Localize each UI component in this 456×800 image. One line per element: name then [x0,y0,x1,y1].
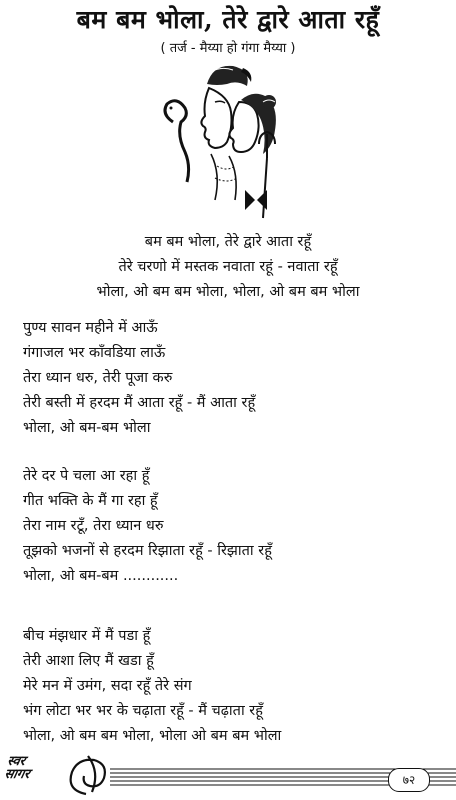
lyric-line: तेरे चरणो में मस्तक नवाता रहूं - नवाता रहूँ [118,259,338,275]
verse-1 [0,316,456,441]
lyric-line: गंगाजल भर काँवडिया लाऊँ [23,345,166,361]
lyric-line: भोला, ओ बम-बम ............ [23,568,179,584]
lyric-line: तेरे दर पे चला आ रहा हूँ [23,468,150,484]
tune-subtitle: ( तर्ज - मैय्या हो गंगा मैय्या ) [160,41,296,56]
treble-clef-icon [71,756,105,794]
lyric-line: भोला, ओ बम बम भोला, भोला ओ बम बम भोला [23,728,282,744]
lyric-line: तेरा नाम रटूँ, तेरा ध्यान धरु [23,518,164,534]
shiva-parvati-illustration [155,62,290,222]
lyric-line: बम बम भोला, तेरे द्वारे आता रहूँ [144,234,312,250]
lyric-line: भोला, ओ बम बम भोला, भोला, ओ बम बम भोला [96,284,360,300]
verse-2 [0,464,456,589]
lyric-line: पुण्य सावन महीने में आऊँ [23,320,158,336]
lyric-line: भोला, ओ बम-बम भोला [23,420,151,436]
cobra-icon [165,101,189,182]
lyric-line: मेरे मन में उमंग, सदा रहूँ तेरे संग [23,678,192,694]
lyric-line: गीत भक्ति के मैं गा रहा हूँ [23,493,158,509]
lyric-line: भंग लोटा भर भर के चढ़ाता रहूँ - मैं चढ़ाता रहूँ [23,703,263,719]
lyric-line: तेरी आशा लिए मैं खडा हूँ [23,653,154,669]
lyric-line: तेरा ध्यान धरु, तेरी पूजा करु [23,370,173,386]
verse-3 [0,624,456,749]
page-number: ७२ [388,768,430,792]
chorus-stanza [0,230,456,305]
lyric-line: तूझको भजनों से हरदम रिझाता रहूँ - रिझाता रहूँ [23,543,272,559]
lyric-line: तेरी बस्ती में हरदम मैं आता रहूँ - मैं आता रहूँ [23,395,256,411]
page-title: बम बम भोला, तेरे द्वारे आता रहूँ [76,5,380,34]
brand-logo: स्वर सागर [3,754,32,782]
lyric-line: बीच मंझधार में मैं पडा हूँ [23,628,151,644]
